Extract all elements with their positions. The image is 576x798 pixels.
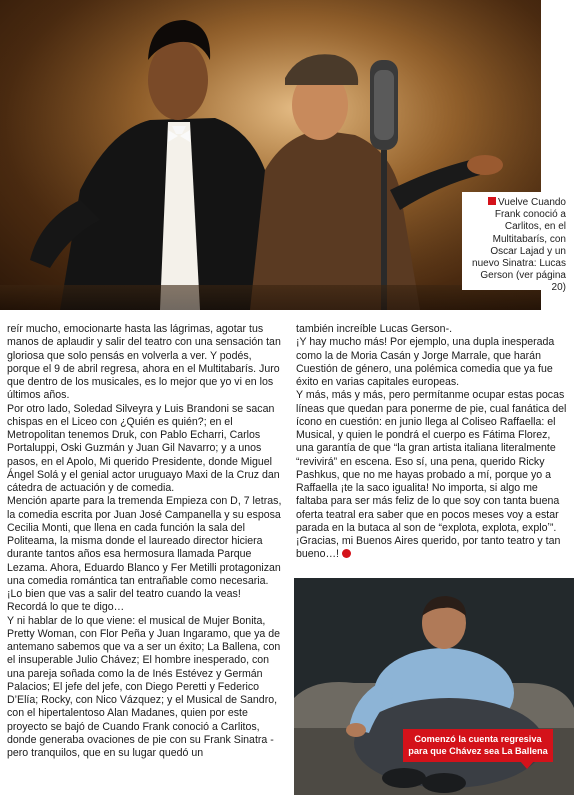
article-end-mark-icon — [342, 549, 351, 558]
article-paragraph: también increíble Lucas Gerson-. — [296, 323, 453, 335]
top-photo-caption-text: Vuelve Cuando Frank conoció a Carlitos, en el Multitabarís, con Oscar Lajad y un nuevo Sinatra: Lucas Gerson (ver página 20) — [472, 197, 566, 294]
article-paragraph-last — [296, 389, 570, 561]
top-photo — [0, 0, 541, 310]
article-column-left — [7, 323, 282, 760]
article-paragraph: reír mucho, emocionarte hasta las lágrimas, agotar tus manos de aplaudir y salir del teatro con una sensación tan gloriosa que solo pensás en volverla a ver. Y podés, porque el 9 de abril regresa, ahora en el Multitabarís. Juro que dentro de los musicales, es lo mejor que yo vi en los últimos años. — [7, 323, 281, 402]
article-paragraph: Por otro lado, Soledad Silveyra y Luis Brandoni se sacan chispas en el Liceo con ¿Quién es quién?; en el Metropolitan tenemos Druk, con Pablo Echarri, Carlos Portaluppi, Oski Guzmán y Juan Gil Navarro; y a unos pasos, en el Apolo, Mi querido Presidente, donde Miguel Ángel Solá y el genial actor uruguayo Maxi de la Cruz dan cátedra de actuación y de comedia. — [7, 402, 280, 494]
article-paragraph: ¡Y hay mucho más! Por ejemplo, una dupla inesperada como la de Moria Casán y Jorge Marrale, que harán Cuestión de género, una polémica comedia que ya fue éxito en varias capitales europeas. — [296, 336, 555, 388]
bottom-photo-caption: Comenzó la cuenta regresiva para que Chávez sea La Ballena — [403, 729, 553, 762]
article-paragraph: Mención aparte para la tremenda Empieza con D, 7 letras, la comedia escrita por Juan José Campanella y su esposa Cecilia Monti, que llena en cada función la sala del Politeama, la misma donde el laureado director hiciera durante tantos años esa hermosura llamada Parque Lezama. Ahora, Eduardo Blanco y Fer Metilli protagonizan una comedia romántica tan entrañable como necesaria. ¡Lo bien que vas a salir del teatro cuando la veas! Recordá lo que te digo… — [7, 495, 282, 614]
article-paragraph: Y ni hablar de lo que viene: el musical de Mujer Bonita, Pretty Woman, con Flor Peña y Juan Ingaramo, que ya de antemano sabemos que va a ser un éxito; La Ballena, con el insuperable Julio Chávez; El hombre inesperado, con una pareja soñada como la de Inés Estévez y Germán Palacios; El jefe del jefe, con Diego Peretti y Federico D’Elía; Rocky, con Nico Vázquez; y el Musical de Sandro, con el hipertalentoso Alan Madanes, quien por este proyecto se bajó de Cuando Frank conoció a Carlitos, donde generaba ovaciones de pie con su Frank Sinatra -pero tranquilos, que en su lugar quedó un — [7, 614, 281, 759]
article-column-right — [296, 323, 570, 562]
bottom-caption-pointer — [520, 761, 534, 769]
caption-marker-icon — [488, 197, 496, 205]
article-paragraph-text: Y más, más y más, pero permítanme ocupar estas pocas líneas que quedan para ponerme de pie, cual fanática del ícono en cuestión: en junio llega al Coliseo Raffaella: el Musical, y quien le pondrá el cuerpo es Fátima Florez, una garantía de que “la gran artista italiana literalmente “revivirá” en escena. Eso sí, una pena, querido Ricky Pashkus, que no me hayas probado a mí, porque yo a Raffaella ¡te la saco igualita! No importa, si algo me faltaba para ser más feliz de lo que soy con tanta buena oferta teatral era saber que en pocos meses voy a estar parada en la butaca al son de “explota, explota, exploʼ”. ¡Gracias, mi Buenos Aires querido, por tanto teatro y tan bueno…! — [296, 389, 567, 561]
top-photo-illustration — [0, 0, 541, 310]
top-photo-caption — [462, 192, 572, 294]
